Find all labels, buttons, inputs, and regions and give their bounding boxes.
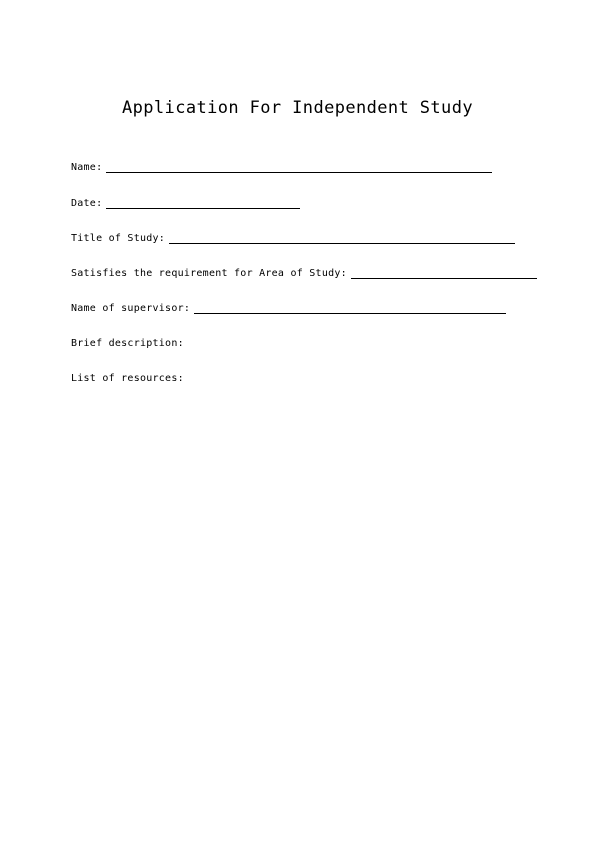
date-label: Date:	[71, 198, 103, 209]
area-of-study-label: Satisfies the requirement for Area of Study:	[71, 268, 347, 279]
date-field	[71, 197, 300, 211]
title-of-study-label: Title of Study:	[71, 233, 166, 244]
name-label: Name:	[71, 162, 103, 173]
brief-description-field	[71, 337, 184, 351]
area-of-study-blank-line[interactable]	[351, 277, 537, 279]
area-of-study-field	[71, 267, 537, 281]
name-field	[71, 161, 492, 175]
document-title: Application For Independent Study	[122, 98, 473, 118]
resources-field	[71, 372, 184, 386]
title-of-study-field	[71, 232, 515, 246]
supervisor-label: Name of supervisor:	[71, 303, 191, 314]
supervisor-blank-line[interactable]	[194, 312, 506, 314]
date-blank-line[interactable]	[106, 207, 300, 209]
resources-label: List of resources:	[71, 373, 184, 384]
name-blank-line[interactable]	[106, 171, 492, 173]
title-of-study-blank-line[interactable]	[169, 242, 515, 244]
supervisor-field	[71, 302, 506, 316]
brief-description-label: Brief description:	[71, 338, 184, 349]
